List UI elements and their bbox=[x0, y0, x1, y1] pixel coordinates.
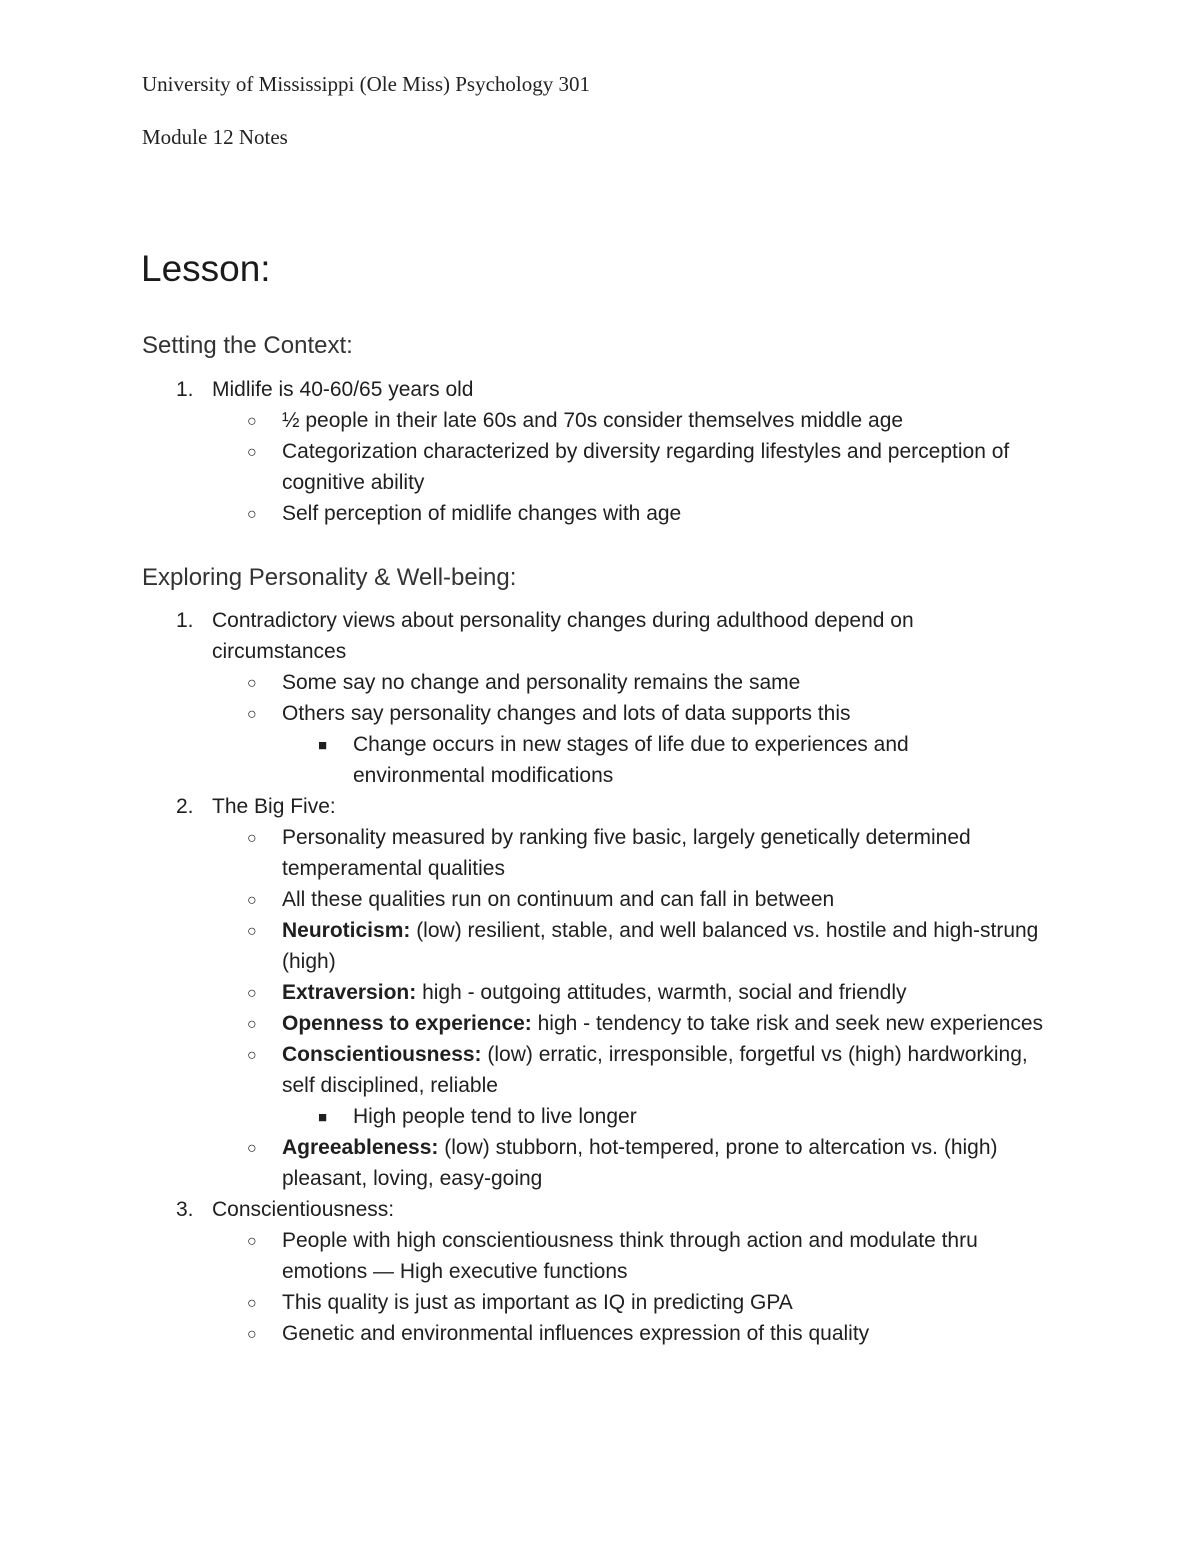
trait-term: Agreeableness: bbox=[282, 1136, 439, 1159]
list-item-text: Conscientiousness: bbox=[212, 1198, 395, 1221]
circle-bullet-icon: ○ bbox=[247, 1047, 257, 1064]
list-item bbox=[0, 698, 1200, 729]
list-item bbox=[0, 667, 1200, 698]
list-item bbox=[0, 822, 1200, 884]
trait-term: Openness to experience: bbox=[282, 1012, 532, 1035]
list-item bbox=[0, 884, 1200, 915]
list-item bbox=[0, 1225, 1200, 1287]
list-item bbox=[0, 1318, 1200, 1349]
module-title: Module 12 Notes bbox=[142, 125, 288, 149]
list-item bbox=[0, 605, 1200, 667]
list-item bbox=[0, 977, 1200, 1008]
list-item-text: Others say personality changes and lots of data supports this bbox=[282, 702, 851, 725]
list-item-text: Personality measured by ranking five basic, largely genetically determined temperamental qualities bbox=[282, 826, 971, 880]
trait-term: Conscientiousness: bbox=[282, 1043, 482, 1066]
circle-bullet-icon: ○ bbox=[247, 706, 257, 723]
trait-description: (low) erratic, irresponsible, forgetful vs (high) hardworking, self disciplined, reliable bbox=[282, 1043, 1028, 1097]
trait-description: high - outgoing attitudes, warmth, social and friendly bbox=[416, 981, 907, 1004]
trait-term: Extraversion: bbox=[282, 981, 417, 1004]
circle-bullet-icon: ○ bbox=[247, 985, 257, 1002]
exploring-personality-list bbox=[0, 605, 1200, 1349]
list-item-text: Contradictory views about personality changes during adulthood depend on circumstances bbox=[212, 609, 914, 663]
list-item-text bbox=[282, 977, 1062, 1008]
circle-bullet-icon: ○ bbox=[247, 506, 257, 523]
list-item-text: High people tend to live longer bbox=[353, 1105, 637, 1128]
list-item-text: This quality is just as important as IQ in predicting GPA bbox=[282, 1291, 793, 1314]
circle-bullet-icon: ○ bbox=[247, 1233, 257, 1250]
list-item bbox=[0, 374, 1200, 405]
list-item-text: People with high conscientiousness think through action and modulate thru emotions — High executive functions bbox=[282, 1229, 978, 1283]
list-item-text: Genetic and environmental influences expression of this quality bbox=[282, 1322, 870, 1345]
list-item bbox=[0, 405, 1200, 436]
trait-description: (low) stubborn, hot-tempered, prone to altercation vs. (high) pleasant, loving, easy-going bbox=[282, 1136, 998, 1190]
list-item-text: ½ people in their late 60s and 70s consider themselves middle age bbox=[282, 409, 904, 432]
list-item-text: Categorization characterized by diversity regarding lifestyles and perception of cognitive ability bbox=[282, 440, 1010, 494]
circle-bullet-icon: ○ bbox=[247, 413, 257, 430]
list-item-text bbox=[282, 1008, 1062, 1039]
list-item bbox=[0, 1287, 1200, 1318]
list-number: 3. bbox=[176, 1198, 194, 1221]
list-item-text bbox=[282, 1039, 1062, 1101]
list-number: 1. bbox=[176, 609, 194, 632]
list-item bbox=[0, 915, 1200, 977]
list-item bbox=[0, 1039, 1200, 1101]
circle-bullet-icon: ○ bbox=[247, 1326, 257, 1343]
square-bullet-icon: ■ bbox=[318, 737, 328, 754]
setting-context-heading: Setting the Context: bbox=[142, 332, 353, 359]
list-item-text: Some say no change and personality remains the same bbox=[282, 671, 801, 694]
circle-bullet-icon: ○ bbox=[247, 444, 257, 461]
circle-bullet-icon: ○ bbox=[247, 892, 257, 909]
list-number: 1. bbox=[176, 378, 194, 401]
circle-bullet-icon: ○ bbox=[247, 1295, 257, 1312]
list-item bbox=[0, 498, 1200, 529]
list-item bbox=[0, 436, 1200, 498]
lesson-heading: Lesson: bbox=[141, 248, 271, 289]
course-title: University of Mississippi (Ole Miss) Psychology 301 bbox=[142, 72, 591, 96]
list-item bbox=[0, 1101, 1200, 1132]
list-item-text: The Big Five: bbox=[212, 795, 336, 818]
list-item-text bbox=[282, 1132, 1062, 1194]
list-item bbox=[0, 791, 1200, 822]
trait-description: high - tendency to take risk and seek new experiences bbox=[531, 1012, 1044, 1035]
list-item bbox=[0, 1008, 1200, 1039]
list-item-text: All these qualities run on continuum and can fall in between bbox=[282, 888, 835, 911]
circle-bullet-icon: ○ bbox=[247, 1016, 257, 1033]
list-number: 2. bbox=[176, 795, 194, 818]
list-item-text bbox=[282, 915, 1062, 977]
list-item bbox=[0, 729, 1200, 791]
list-item-text: Change occurs in new stages of life due to experiences and environmental modifications bbox=[353, 733, 909, 787]
exploring-personality-heading: Exploring Personality & Well-being: bbox=[142, 564, 517, 591]
circle-bullet-icon: ○ bbox=[247, 830, 257, 847]
circle-bullet-icon: ○ bbox=[247, 675, 257, 692]
list-item-text: Midlife is 40-60/65 years old bbox=[212, 378, 474, 401]
trait-description: (low) resilient, stable, and well balanced vs. hostile and high-strung (high) bbox=[282, 919, 1039, 973]
list-item bbox=[0, 1194, 1200, 1225]
circle-bullet-icon: ○ bbox=[247, 923, 257, 940]
list-item bbox=[0, 1132, 1200, 1194]
list-item-text: Self perception of midlife changes with age bbox=[282, 502, 682, 525]
circle-bullet-icon: ○ bbox=[247, 1140, 257, 1157]
setting-context-list bbox=[0, 374, 1200, 529]
trait-term: Neuroticism: bbox=[282, 919, 411, 942]
square-bullet-icon: ■ bbox=[318, 1109, 328, 1126]
